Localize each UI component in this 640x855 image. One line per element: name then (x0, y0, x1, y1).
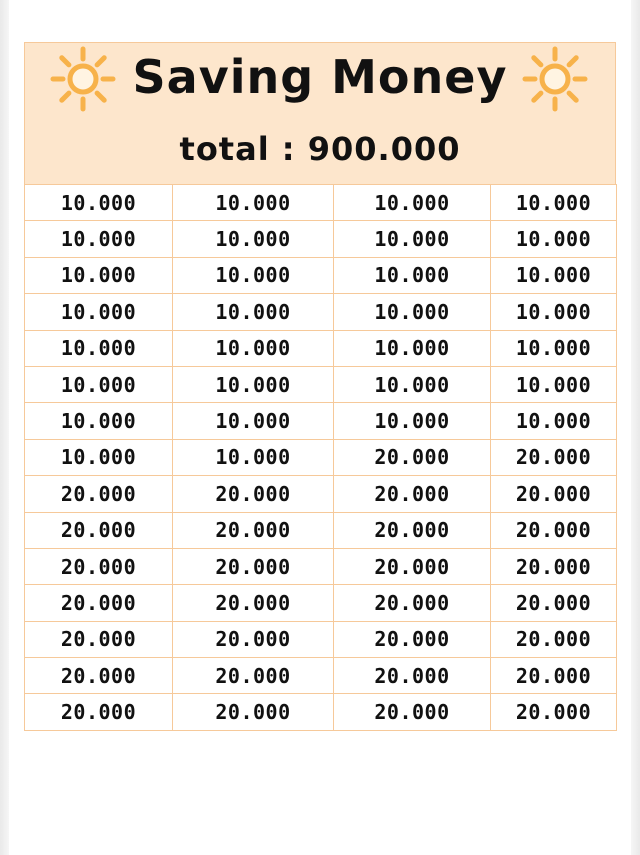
amount-cell[interactable]: 10.000 (173, 221, 334, 257)
amount-cell[interactable]: 10.000 (25, 294, 173, 330)
amount-cell[interactable]: 10.000 (491, 221, 617, 257)
amount-cell[interactable]: 20.000 (334, 512, 491, 548)
amount-cell[interactable]: 20.000 (334, 439, 491, 475)
amount-cell[interactable]: 20.000 (173, 694, 334, 730)
table-row (25, 585, 617, 621)
amount-cell[interactable]: 20.000 (334, 476, 491, 512)
amount-cell[interactable]: 10.000 (25, 403, 173, 439)
amount-cell[interactable]: 10.000 (173, 257, 334, 293)
table-row (25, 221, 617, 257)
amount-cell[interactable]: 20.000 (334, 585, 491, 621)
amount-cell[interactable]: 10.000 (491, 257, 617, 293)
amount-cell[interactable]: 10.000 (173, 439, 334, 475)
amount-cell[interactable]: 20.000 (334, 658, 491, 694)
amount-cell[interactable]: 20.000 (334, 694, 491, 730)
amount-cell[interactable]: 10.000 (334, 403, 491, 439)
amount-cell[interactable]: 20.000 (173, 476, 334, 512)
amount-cell[interactable]: 20.000 (173, 585, 334, 621)
amount-cell[interactable]: 10.000 (173, 403, 334, 439)
saving-sheet (24, 42, 616, 731)
amount-cell[interactable]: 20.000 (25, 694, 173, 730)
total-label: total : 900.000 (179, 130, 461, 168)
table-row (25, 439, 617, 475)
page-edge-left (0, 0, 9, 855)
amount-cell[interactable]: 20.000 (491, 585, 617, 621)
amount-cell[interactable]: 20.000 (25, 476, 173, 512)
amount-cell[interactable]: 10.000 (334, 257, 491, 293)
table-row (25, 548, 617, 584)
table-row (25, 185, 617, 221)
amount-cell[interactable]: 20.000 (173, 512, 334, 548)
amount-cell[interactable]: 10.000 (173, 366, 334, 402)
amount-cell[interactable]: 10.000 (334, 185, 491, 221)
table-row (25, 294, 617, 330)
amount-cell[interactable]: 10.000 (491, 403, 617, 439)
amount-cell[interactable]: 10.000 (25, 185, 173, 221)
table-row (25, 694, 617, 730)
amount-cell[interactable]: 20.000 (491, 476, 617, 512)
amount-cell[interactable]: 20.000 (491, 621, 617, 657)
amount-cell[interactable]: 20.000 (25, 658, 173, 694)
amount-cell[interactable]: 10.000 (491, 185, 617, 221)
amount-cell[interactable]: 10.000 (491, 366, 617, 402)
amount-cell[interactable]: 10.000 (334, 294, 491, 330)
table-row (25, 621, 617, 657)
page-title: Saving Money (132, 50, 508, 104)
amount-cell[interactable]: 20.000 (25, 548, 173, 584)
savings-grid (24, 184, 617, 731)
table-row (25, 512, 617, 548)
amount-cell[interactable]: 10.000 (334, 221, 491, 257)
amount-cell[interactable]: 10.000 (25, 221, 173, 257)
amount-cell[interactable]: 20.000 (173, 548, 334, 584)
amount-cell[interactable]: 20.000 (334, 548, 491, 584)
amount-cell[interactable]: 10.000 (25, 366, 173, 402)
amount-cell[interactable]: 10.000 (25, 257, 173, 293)
table-row (25, 476, 617, 512)
amount-cell[interactable]: 20.000 (173, 621, 334, 657)
table-row (25, 330, 617, 366)
table-row (25, 257, 617, 293)
amount-cell[interactable]: 10.000 (334, 330, 491, 366)
amount-cell[interactable]: 20.000 (491, 439, 617, 475)
amount-cell[interactable]: 10.000 (25, 330, 173, 366)
sun-icon (521, 45, 589, 113)
amount-cell[interactable]: 10.000 (25, 439, 173, 475)
table-row (25, 366, 617, 402)
amount-cell[interactable]: 10.000 (173, 185, 334, 221)
amount-cell[interactable]: 20.000 (173, 658, 334, 694)
table-row (25, 658, 617, 694)
amount-cell[interactable]: 10.000 (334, 366, 491, 402)
amount-cell[interactable]: 10.000 (491, 294, 617, 330)
amount-cell[interactable]: 20.000 (491, 548, 617, 584)
amount-cell[interactable]: 20.000 (25, 621, 173, 657)
amount-cell[interactable]: 10.000 (173, 330, 334, 366)
sheet-header (24, 42, 616, 184)
amount-cell[interactable]: 10.000 (491, 330, 617, 366)
amount-cell[interactable]: 20.000 (334, 621, 491, 657)
amount-cell[interactable]: 20.000 (491, 694, 617, 730)
table-row (25, 403, 617, 439)
amount-cell[interactable]: 20.000 (25, 512, 173, 548)
amount-cell[interactable]: 20.000 (25, 585, 173, 621)
page-edge-right (631, 0, 640, 855)
amount-cell[interactable]: 20.000 (491, 658, 617, 694)
amount-cell[interactable]: 20.000 (491, 512, 617, 548)
amount-cell[interactable]: 10.000 (173, 294, 334, 330)
